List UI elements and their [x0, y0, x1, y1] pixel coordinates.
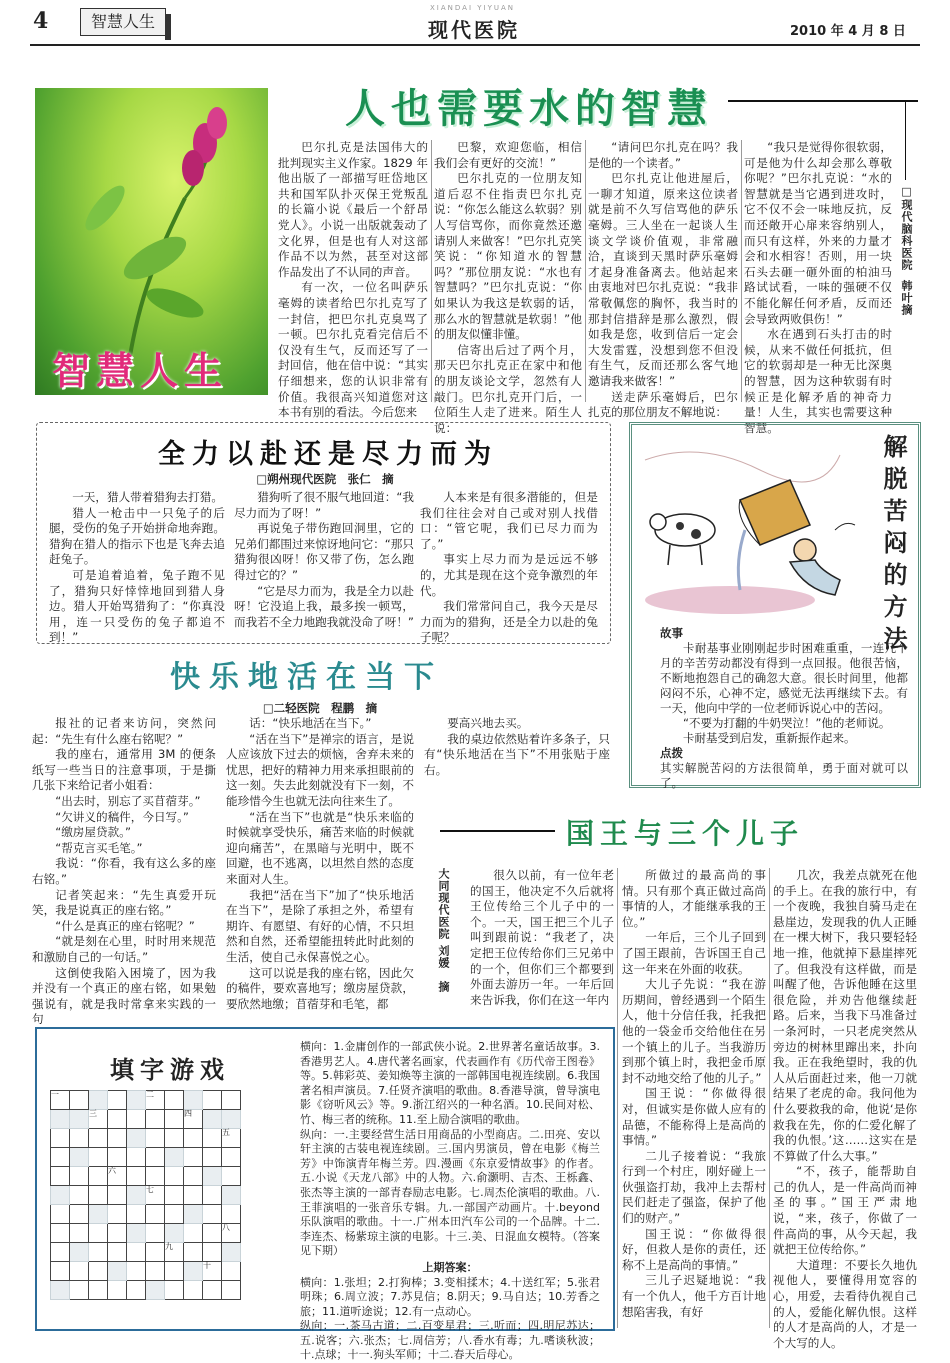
- grid-cell[interactable]: [127, 1110, 146, 1129]
- grid-cell[interactable]: [146, 1110, 165, 1129]
- grid-cell[interactable]: [51, 1243, 70, 1262]
- grid-cell[interactable]: [51, 1148, 70, 1167]
- article4-title: 国王与三个儿子: [566, 812, 804, 852]
- grid-cell[interactable]: [127, 1243, 146, 1262]
- grid-blank-cell: [184, 1262, 203, 1281]
- paragraph: 大儿子先说：“我在游历期间，曾经遇到一个陌生人，他十分信任我，托我把他的一袋金币交给他住在另一个镇上的儿子。当我游历到那个镇上时，我把金币原封不动地交给了他的儿子。”: [622, 977, 766, 1086]
- milk-jar: [739, 480, 810, 545]
- paragraph: “出去时，别忘了买苜蓿芽。”: [32, 794, 216, 810]
- grid-cell[interactable]: [70, 1167, 89, 1186]
- grid-cell[interactable]: [203, 1243, 222, 1262]
- grid-cell[interactable]: [70, 1262, 89, 1281]
- crossword-grid: [50, 1090, 241, 1300]
- grid-row: [51, 1224, 241, 1243]
- paragraph: 可是追着追着，兔子跑不见了，猎狗只好悻悻地回到猎人身边。猎人开始骂猎狗了：“你真没用，连一只受伤的兔子都追不到！”: [49, 568, 225, 646]
- paragraph-group: [434, 140, 582, 436]
- cartoon-illustration: [640, 430, 865, 620]
- header-rule: [30, 44, 920, 46]
- paragraph: 送走萨乐毫姆后，巴尔扎克的那位朋友不解地说：: [588, 390, 738, 421]
- grid-cell[interactable]: [184, 1224, 203, 1243]
- grid-cell[interactable]: [108, 1186, 127, 1205]
- grid-cell[interactable]: [108, 1205, 127, 1224]
- grid-cell[interactable]: [146, 1167, 165, 1186]
- paragraph: 纵向：一.主要经营生活日用商品的小型商店。二.田亮、安以轩主演的古装电视连续剧。三.国内男演员，曾在电影《梅兰芳》中饰演青年梅兰芳。四.漫画《东京爱情故事》的作者。五.小说《天龙八部》中的人物。六.俞灏明、吉杰、王栎鑫、张杰等主演的一部青春励志电影。七.周杰伦演唱的歌曲。八.王菲演唱的一张音乐专辑。九.一部国产动画片。十.beyond 乐队演唱的歌曲。十一.广州本田汽车公司的一个品牌。十二.李连杰、杨紫琼主演的电影。十三.美、日混血女模特。（答案见下期）: [300, 1128, 600, 1259]
- article2-col2: [234, 490, 414, 630]
- paragraph: 有一次，一位名叫萨乐毫姆的读者给巴尔扎克写了一封信，把巴尔扎克臭骂了一顿。巴尔扎克看完信后不仅没有生气，反而还写了一封回信，他在信中说：“其实仔细想来，您的认识非常有价值。我很高兴知道您对这本书有别的看法。今后您来: [278, 280, 428, 420]
- paragraph: “它是尽力而为，我是全力以赴呀！它没追上我，最多挨一顿骂，而我若不全力地跑我就没命了呀！”: [234, 584, 414, 631]
- grid-cell[interactable]: [89, 1186, 108, 1205]
- grid-cell[interactable]: [184, 1243, 203, 1262]
- grid-cell[interactable]: [89, 1129, 108, 1148]
- grid-cell[interactable]: [184, 1167, 203, 1186]
- cow: [650, 514, 715, 546]
- grid-row: [51, 1186, 241, 1205]
- paper-name: 现代医院: [428, 14, 520, 43]
- paragraph: 报社的记者来访问，突然问起：“先生有什么座右铭呢？”: [32, 716, 216, 747]
- grid-cell[interactable]: [108, 1129, 127, 1148]
- column-divider: [617, 868, 618, 1328]
- grid-blank-cell: [203, 1110, 222, 1129]
- grid-cell[interactable]: [184, 1129, 203, 1148]
- article4-col1: [470, 868, 614, 998]
- grid-cell[interactable]: [108, 1243, 127, 1262]
- grid-cell[interactable]: [146, 1262, 165, 1281]
- paragraph: “什么是真正的座右铭呢？”: [32, 919, 216, 935]
- grid-row: [51, 1129, 241, 1148]
- paragraph-group: [226, 716, 414, 1012]
- paragraph-group: [660, 641, 908, 746]
- grid-cell[interactable]: [89, 1167, 108, 1186]
- article1-title: 人也需要水的智慧: [345, 77, 713, 134]
- grid-cell[interactable]: [203, 1205, 222, 1224]
- paragraph: 巴尔扎克让他进屋后，一聊才知道，原来这位读者就是前不久写信骂他的萨乐毫姆。三人坐在一起谈人生谈文学谈价值观，非常融洽，直谈到天黑时萨乐毫姆才起身准备离去。他站起来由衷地对巴尔扎克说：“我非常敬佩您的胸怀，我当时的那封信措辞是那么激烈，假如我是您，收到信后一定会大发雷霆，没想到您不但没有生气，反而还那么客气地邀请我来做客！”: [588, 171, 738, 389]
- grid-cell[interactable]: [108, 1091, 127, 1110]
- article2-col1: [49, 490, 225, 630]
- article3-credit: □二轻医院 程鹏 摘: [250, 700, 390, 716]
- article3-col2: [226, 716, 414, 1020]
- grid-row: [51, 1148, 241, 1167]
- paragraph: “不，孩子，能帮助自己的仇人，是一件高尚而神圣的事。”国王严肃地说，“来，孩子，你做了一件高尚的事，从今天起，我就把王位传给你。”: [773, 1164, 917, 1258]
- grid-cell[interactable]: 五: [222, 1129, 241, 1148]
- article4-col2: [622, 868, 766, 1328]
- grid-blank-cell: [184, 1091, 203, 1110]
- grid-cell[interactable]: [222, 1262, 241, 1281]
- paragraph: 我说：“你看，我有这么多的座右铭。”: [32, 856, 216, 887]
- grid-cell[interactable]: 三: [89, 1110, 108, 1129]
- grid-cell[interactable]: 六: [108, 1167, 127, 1186]
- grid-cell[interactable]: [222, 1281, 241, 1300]
- grid-cell[interactable]: [165, 1110, 184, 1129]
- section-tab: 智慧人生: [80, 8, 166, 36]
- grid-cell[interactable]: [127, 1281, 146, 1300]
- grid-blank-cell: [127, 1224, 146, 1243]
- grid-row: [51, 1091, 241, 1110]
- grid-cell[interactable]: 十: [203, 1262, 222, 1281]
- paragraph: “缴房屋贷款。”: [32, 825, 216, 841]
- grid-blank-cell: [70, 1148, 89, 1167]
- grid-blank-cell: [51, 1110, 70, 1129]
- grid-cell[interactable]: [89, 1148, 108, 1167]
- grid-row: [51, 1110, 241, 1129]
- grid-cell[interactable]: [89, 1224, 108, 1243]
- article1-col1: [278, 140, 428, 402]
- sidebar-title: 解脱苦闷的方法: [876, 434, 911, 658]
- paragraph-group: [588, 140, 738, 421]
- paragraph-group: [300, 1040, 600, 1259]
- grid-cell[interactable]: [51, 1262, 70, 1281]
- grid-cell[interactable]: [184, 1148, 203, 1167]
- title-rule: [440, 830, 555, 832]
- grid-cell[interactable]: 二: [146, 1091, 165, 1110]
- point-text: 其实解脱苦闷的方法很简单，勇于面对就可以了。: [660, 761, 908, 791]
- article2-title: 全力以赴还是尽力而为: [158, 432, 498, 471]
- paragraph-group: [300, 1276, 600, 1363]
- crossword-title: 填字游戏: [110, 1050, 230, 1085]
- paragraph: 很久以前，有一位年老的国王，他决定不久后就将王位传给三个儿子中的一个。一天，国王把三个儿子叫到跟前说：“我老了，决定把王位传给你们三兄弟中的一个，但你们三个都要到外面去游历一年。一年后回来告诉我，你们在这一年内: [470, 868, 614, 1008]
- grid-cell[interactable]: [222, 1205, 241, 1224]
- paragraph: 巴尔扎克的一位朋友知道后忍不住指责巴尔扎克说：“你怎么能这么软弱？别人写信骂你，而你竟然还邀请别人来做客！”巴尔扎克笑笑说：“你知道水的智慧吗？”那位朋友说：“水也有智慧吗？”巴尔扎克说：“你如果认为我这是软弱的话，那么水的智慧就是软弱！”他的朋友似懂非懂。: [434, 171, 582, 343]
- grid-cell[interactable]: [70, 1224, 89, 1243]
- grid-row: [51, 1167, 241, 1186]
- grid-cell[interactable]: [108, 1224, 127, 1243]
- date-line: 2010 年 4 月 8 日: [790, 20, 906, 39]
- column-divider: [769, 868, 770, 1328]
- paragraph: 记者笑起来：“先生真爱开玩笑，我是说真正的座右铭。”: [32, 888, 216, 919]
- paragraph: 事实上尽力而为是远远不够的，尤其是现在这个竞争激烈的年代。: [420, 552, 598, 599]
- grid-cell[interactable]: [51, 1167, 70, 1186]
- grid-cell[interactable]: [165, 1167, 184, 1186]
- grid-cell[interactable]: [89, 1281, 108, 1300]
- credit-rule: [905, 100, 906, 180]
- grid-cell[interactable]: [165, 1281, 184, 1300]
- paragraph: “我只是觉得你很软弱，可是他为什么却会那么尊敬你呢？”巴尔扎克说：“水的智慧就是当它遇到进攻时，它不仅不会一味地反抗，反而还敞开心扉来容纳别人，而只有这样，外来的力量才会和水相容！否则，用一块石头去砸一砸外面的柏油马路试试看，一味的强硬不仅不能化解任何矛盾，反而还会导致两败俱伤！”: [744, 140, 892, 327]
- paragraph: 我把“活在当下”加了“快乐地活在当下”，是除了承担之外，希望有期许、有愿望、有好的心情，不只坦然和自然，还希望能扭转此时此刻的生活，使自己永保喜悦之心。: [226, 888, 414, 966]
- grid-blank-cell: [127, 1186, 146, 1205]
- grid-blank-cell: [108, 1262, 127, 1281]
- paragraph: 信寄出后过了两个月，那天巴尔扎克正在家中和他的朋友谈论文学，忽然有人敲门。巴尔扎克开门后，一位陌生人走了进来。陌生人说：: [434, 343, 582, 437]
- grid-blank-cell: [222, 1243, 241, 1262]
- grid-blank-cell: [51, 1186, 70, 1205]
- paragraph-group: [420, 490, 598, 646]
- grid-blank-cell: [70, 1110, 89, 1129]
- grid-cell[interactable]: [184, 1281, 203, 1300]
- grid-blank-cell: [203, 1167, 222, 1186]
- paragraph: 这可以说是我的座右铭，因此欠的稿件，要欢喜地写；缴房屋贷款，要欣然地缴；苜蓿芽和毛笔，都: [226, 966, 414, 1013]
- story-label: 故事: [660, 626, 908, 641]
- paragraph: “就是刻在心里，时时用来规范和激励自己的一句话。”: [32, 934, 216, 965]
- grid-cell[interactable]: 一: [51, 1091, 70, 1110]
- grid-cell[interactable]: [146, 1243, 165, 1262]
- paragraph: “活在当下”也就是“快乐来临的时候就享受快乐，痛苦来临的时候就迎向痛苦”，在黑暗与光明中，既不回避，也不逃离，以坦然自然的态度来面对人生。: [226, 810, 414, 888]
- column-divider: [585, 140, 586, 402]
- paragraph: “活在当下”是禅宗的语言，是说人应该放下过去的烦恼，舍弃未来的忧思，把好的精神力用来承担眼前的这一刻。失去此刻就没有下一刻，不能珍惜今生也就无法向往来生了。: [226, 732, 414, 810]
- paragraph-group: [622, 868, 766, 1320]
- article4-credit-author: 刘媛 摘: [436, 945, 450, 993]
- grid-cell[interactable]: [127, 1205, 146, 1224]
- grid-cell[interactable]: [127, 1148, 146, 1167]
- grid-cell[interactable]: [51, 1205, 70, 1224]
- answers-title: 上期答案：: [300, 1261, 600, 1276]
- crossword-clues: [300, 1040, 600, 1322]
- paragraph: 纵向：一.茶马古道；二.百变星君；三.听而；四.明尼苏达；五.说客；六.张杰；七.周信芳；八.香水有毒；九.嗜谈秋波；十.点球；十一.狗头军师；十二.春天后母心。: [300, 1319, 600, 1363]
- grid-cell[interactable]: [222, 1091, 241, 1110]
- grid-cell[interactable]: [165, 1186, 184, 1205]
- paragraph: “欠讲义的稿件，今日写。”: [32, 810, 216, 826]
- grid-blank-cell: [127, 1091, 146, 1110]
- paragraph: 要高兴地去买。: [424, 716, 610, 732]
- grid-cell[interactable]: 四: [184, 1110, 203, 1129]
- point-label: 点拨: [660, 746, 908, 761]
- paragraph: 我的桌边依然贴着许多条子，只有“快乐地活在当下”不用张贴于座右。: [424, 732, 610, 779]
- grid-cell[interactable]: [89, 1262, 108, 1281]
- paragraph-group: [32, 716, 216, 1028]
- page-number: 4: [33, 8, 48, 34]
- article3-col3: [424, 716, 610, 796]
- grid-blank-cell: [70, 1243, 89, 1262]
- grid-cell[interactable]: [51, 1224, 70, 1243]
- grid-blank-cell: [165, 1224, 184, 1243]
- grid-cell[interactable]: [89, 1243, 108, 1262]
- article1-col4: [744, 140, 892, 402]
- paragraph: 猎狗听了很不服气地回道：“我尽力而为了呀！”: [234, 490, 414, 521]
- grid-cell[interactable]: [108, 1281, 127, 1300]
- paragraph: 巴黎，欢迎您临，相信我们会有更好的交流！”: [434, 140, 582, 171]
- grid-cell[interactable]: [146, 1205, 165, 1224]
- grid-cell[interactable]: [70, 1186, 89, 1205]
- paragraph-group: [773, 868, 917, 1351]
- paper-name-roman: XIANDAI YIYUAN: [430, 4, 515, 12]
- article3-col1: [32, 716, 216, 1020]
- grid-cell[interactable]: 九: [165, 1243, 184, 1262]
- grid-cell[interactable]: [165, 1205, 184, 1224]
- grid-cell[interactable]: [203, 1281, 222, 1300]
- grid-row: [51, 1205, 241, 1224]
- grid-cell[interactable]: [184, 1186, 203, 1205]
- column-divider: [431, 140, 432, 402]
- paragraph: 再说兔子带伤跑回洞里，它的兄弟们都围过来惊讶地问它：“那只猎狗很凶呀！你又带了伤，怎么跑得过它的？”: [234, 521, 414, 583]
- article1-col3: [588, 140, 738, 402]
- grid-row: [51, 1262, 241, 1281]
- paragraph: 我们常常问自己，我今天是尽力而为的猎狗，还是全力以赴的兔子呢？: [420, 599, 598, 646]
- paragraph: 一天，猎人带着猎狗去打猎。: [49, 490, 225, 506]
- grid-cell[interactable]: 八: [222, 1224, 241, 1243]
- grid-blank-cell: [89, 1205, 108, 1224]
- grid-cell[interactable]: [70, 1091, 89, 1110]
- paragraph: 话：“快乐地活在当下。”: [226, 716, 414, 732]
- paragraph: 这倒使我陷入困境了，因为我并没有一个真正的座右铭，如果勉强说有，就是我时常拿来实践的一句: [32, 966, 216, 1028]
- paragraph-group: [49, 490, 225, 646]
- grid-cell[interactable]: [222, 1167, 241, 1186]
- grid-blank-cell: [146, 1281, 165, 1300]
- paragraph: 巴尔扎克是法国伟大的批判现实主义作家。1829 年他出版了一部描写旺岱地区共和国军队扑灭保王党叛乱的长篇小说《最后一个舒昂党人》。小说一出版就轰动了文化界，但是也有人对这部作品不以为然，甚至对这部作品发出了不认同的声音。: [278, 140, 428, 280]
- grid-cell[interactable]: [127, 1262, 146, 1281]
- paragraph-group: [278, 140, 428, 421]
- grid-cell[interactable]: [203, 1129, 222, 1148]
- paragraph: 猎人一枪击中一只兔子的后腿，受伤的兔子开始拼命地奔跑。猎狗在猎人的指示下也是飞奔去追赶兔子。: [49, 506, 225, 568]
- grid-cell[interactable]: [203, 1224, 222, 1243]
- article2-credit: □朔州现代医院 张仁 摘: [240, 471, 410, 487]
- paragraph-group: [470, 868, 614, 1008]
- column-divider: [741, 140, 742, 402]
- grid-cell[interactable]: [70, 1129, 89, 1148]
- grid-cell[interactable]: [108, 1148, 127, 1167]
- grid-cell[interactable]: [146, 1148, 165, 1167]
- grid-cell[interactable]: [222, 1148, 241, 1167]
- grid-row: [51, 1281, 241, 1300]
- paragraph: 卡耐基受到启发，重新振作起来。: [660, 731, 908, 746]
- crying-person: [790, 539, 840, 595]
- grid-row: [51, 1243, 241, 1262]
- grid-blank-cell: [222, 1186, 241, 1205]
- paragraph: 国王说：“你做得很对，但诚实是你做人应有的品德，不能称得上是高尚的事情。”: [622, 1086, 766, 1148]
- article4-col3: [773, 868, 917, 1328]
- paragraph: “请问巴尔扎克在吗？我是他的一个读者。”: [588, 140, 738, 171]
- paragraph: 大道理：不要长久地仇视他人，要懂得用宽容的心，用爱，去看待仇视自己的人，爱能化解仇恨。这样的人才是高尚的人，才是一个大写的人。: [773, 1258, 917, 1352]
- sidebar-text: [660, 626, 908, 776]
- paragraph: 我的座右，通常用 3M 的便条纸写一些当日的注意事项，于是撕几张下来给记者小姐看：: [32, 747, 216, 794]
- grid-cell[interactable]: [165, 1129, 184, 1148]
- grid-blank-cell: [51, 1281, 70, 1300]
- grid-cell[interactable]: [127, 1167, 146, 1186]
- paragraph: 卡耐基事业刚刚起步时困难重重，一连几个月的辛苦劳动都没有得到一点回报。他很苦恼，不断地抱怨自己的确忽大意。很长时间里，他都闷闷不乐，心神不定，感觉无法再继续下去。有一天，他向中学的一位老师诉说心中的苦闷。: [660, 641, 908, 716]
- paragraph: 横向：1.张坦；2.打狗棒；3.变相揉木；4.十送红军；5.张君明珠；6.周立波；7.苏見信；8.阴天；9.马自达；10.芳香之旅；11.道听途说；12.有一点动心。: [300, 1276, 600, 1320]
- paragraph: “不要为打翻的牛奶哭泣！”他的老师说。: [660, 716, 908, 731]
- article1-col2: [434, 140, 582, 402]
- paragraph: 人本来是有很多潜能的，但是我们往往会对自己或对别人找借口：“管它呢，我们已尽力而为了。”: [420, 490, 598, 552]
- grid-cell[interactable]: [203, 1091, 222, 1110]
- grid-cell[interactable]: [146, 1129, 165, 1148]
- grid-cell[interactable]: [70, 1205, 89, 1224]
- paragraph: 水在遇到石头打击的时候，从来不做任何抵抗，但它的软弱却是一种无比深奥的智慧，因为这种软弱有时候正是化解矛盾的神奇力量！人生，其实也需要这种智慧。: [744, 327, 892, 436]
- grid-cell[interactable]: [51, 1129, 70, 1148]
- grid-cell[interactable]: [203, 1148, 222, 1167]
- grid-blank-cell: [222, 1110, 241, 1129]
- grid-cell[interactable]: [165, 1262, 184, 1281]
- paragraph-group: [234, 490, 414, 630]
- grid-cell[interactable]: [146, 1224, 165, 1243]
- article1-credit-org: □现代脑科医院: [899, 185, 913, 271]
- article1-credit-author: 韩叶摘: [899, 280, 913, 316]
- paragraph: 二儿子接着说：“我旅行到一个村庄，刚好碰上一伙强盗打劫，我冲上去帮村民们赶走了强盗，保护了他们的财产。”: [622, 1149, 766, 1227]
- paragraph: “帮克言买毛笔。”: [32, 841, 216, 857]
- paragraph: 横向：1.金庸创作的一部武侠小说。2.世界著名童话故事。3.香港男艺人。4.唐代著名画家，代表画作有《历代帝王图卷》等。5.韩彩英、姜知焕等主演的一部韩国电视连续剧。6.我国著名相声演员。7.任贤齐演唱的歌曲。8.香港导演，曾导演电影《窃听风云》等。9.浙江绍兴的一种名酒。10.民间对松、竹、梅三者的统称。11.至上励合演唱的歌曲。: [300, 1040, 600, 1128]
- paragraph-group: [744, 140, 892, 436]
- paragraph: 几次，我差点就死在他的手上。在我的旅行中，有一个夜晚，我独自骑马走在悬崖边，发现我的仇人正睡在一棵大树下，我只要轻轻地一推，他就掉下悬崖摔死了。但我没有这样做，而是叫醒了他，告诉他睡在这里很危险，并劝告他继续赶路。后来，当我下马准备过一条河时，一只老虎突然从旁边的树林里蹿出来，扑向我。正在我绝望时，我的仇人从后面赶过来，他一刀就结果了老虎的命。我问他为什么要救我的命，他说‘是你救我在先，你的仁爱化解了我的仇恨。’这……这实在是不算做了什么大事。”: [773, 868, 917, 1164]
- paragraph: 国王说：“你做得很好，但救人是你的责任，还称不上是高尚的事情。”: [622, 1227, 766, 1274]
- title-rule: [728, 100, 918, 102]
- grid-blank-cell: [165, 1148, 184, 1167]
- grid-blank-cell: [127, 1129, 146, 1148]
- photo-label: 智慧人生: [52, 340, 228, 395]
- article2-col3: [420, 490, 598, 630]
- paragraph: 所做过的最高尚的事情。只有那个真正做过高尚事情的人，才能继承我的王位。”: [622, 868, 766, 930]
- grid-cell[interactable]: [70, 1281, 89, 1300]
- paragraph: 三儿子迟疑地说：“我有一个仇人，他千方百计地想陷害我，有好: [622, 1273, 766, 1320]
- article3-title: 快乐地活在当下: [170, 652, 443, 696]
- grid-cell[interactable]: [108, 1110, 127, 1129]
- grid-cell[interactable]: [203, 1186, 222, 1205]
- paragraph: 一年后，三个儿子回到了国王跟前，告诉国王自己这一年来在外面的收获。: [622, 930, 766, 977]
- grid-blank-cell: [89, 1091, 108, 1110]
- article4-credit-org: 大同现代医院: [436, 868, 450, 940]
- grid-cell[interactable]: [165, 1091, 184, 1110]
- paragraph-group: [424, 716, 610, 778]
- grid-blank-cell: [184, 1205, 203, 1224]
- grid-cell[interactable]: 七: [146, 1186, 165, 1205]
